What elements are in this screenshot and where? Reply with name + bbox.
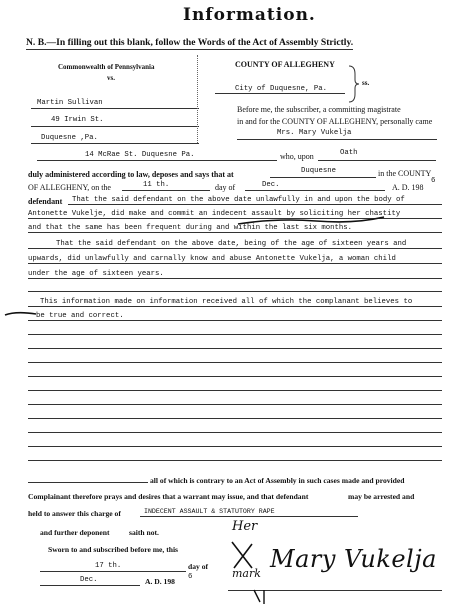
complainant-prays-text: Complainant therefore prays and desires that a warrant may issue, and that defendant <box>28 492 309 501</box>
form-title: Information. <box>183 5 316 25</box>
ad-text: A. D. 198 <box>392 183 424 192</box>
offense-day-line <box>122 190 210 191</box>
offense-day: 11 th. <box>143 181 170 189</box>
sworn-day-of-text: day of <box>188 562 209 571</box>
complainant-name: Mrs. Mary Vukelja <box>277 129 352 137</box>
narrative-rule-3 <box>28 232 442 233</box>
narrative-line-6: under the age of sixteen years. <box>28 270 164 278</box>
complainant-line <box>237 139 437 140</box>
note-underline <box>26 49 353 50</box>
narrative-rule-6 <box>28 278 442 279</box>
contrary-text: all of which is contrary to an Act of Assembly in such cases made and provided <box>150 476 405 485</box>
narrative-line-1: That the said defendant on the above date unlawfully in and upon the body of <box>72 196 405 204</box>
saith-not-text: saith not. <box>129 528 159 537</box>
defendant-name-line <box>31 108 199 109</box>
city-line <box>215 93 345 94</box>
blank-rule-11 <box>28 460 442 461</box>
narrative-line-5: upwards, did unlawfully and carnally know and abuse Antonette Vukelja, a woman child <box>28 255 396 263</box>
margin-arrow-mark <box>4 309 38 319</box>
blank-rule-6 <box>28 390 442 391</box>
narrative-rule-4 <box>28 248 442 249</box>
sworn-day-line <box>40 571 186 572</box>
defendant-address-line-2 <box>31 143 199 144</box>
signature: Mary Vukelja <box>270 545 437 573</box>
oath-line <box>318 160 436 161</box>
narrative-line-8: be true and correct. <box>36 312 124 320</box>
caption-bracket <box>347 64 361 104</box>
blank-rule-7 <box>28 404 442 405</box>
oath-text: Oath <box>340 149 358 157</box>
caption-divider <box>197 55 198 143</box>
in-the-county-text: in the COUNTY <box>378 169 432 178</box>
county-header: COUNTY OF ALLEGHENY <box>235 60 335 69</box>
defendant-label: defendant <box>28 197 63 206</box>
charge-line <box>140 516 358 517</box>
ss-label: ss. <box>362 79 370 87</box>
defendant-address-2: Duquesne ,Pa. <box>41 134 98 142</box>
defendant-address-1: 49 Irwin St. <box>51 116 104 124</box>
sworn-month-line <box>40 585 140 586</box>
may-be-arrested-text: may be arrested and <box>348 492 415 501</box>
city-name: City of Duquesne, Pa. <box>235 85 327 93</box>
of-allegheny-text: OF ALLEGHENY, on the <box>28 183 111 192</box>
day-of-text: day of <box>215 183 236 192</box>
place-line <box>270 177 376 178</box>
instruction-note: N. B.—In filling out this blank, follow the Words of the Act of Assembly Strictly. <box>26 37 354 48</box>
charge-text: INDECENT ASSAULT & STATUTORY RAPE <box>144 508 275 515</box>
her-mark-text: Her <box>232 519 258 534</box>
sworn-year: 6 <box>188 573 193 581</box>
blank-rule-8 <box>28 418 442 419</box>
narrative-line-3: and that the same has been frequent during and within the last six months. <box>28 224 353 232</box>
contrary-lead-line <box>28 482 148 483</box>
narrative-rule-8 <box>28 320 442 321</box>
defendant-name: Martin Sullivan <box>37 99 103 107</box>
sworn-ad-text: A. D. 198 <box>145 577 175 586</box>
duly-administered-text: duly administered according to law, deposes and says that at <box>28 170 234 179</box>
narrative-line-7: This information made on information received all of which the complanant believes to <box>40 298 413 306</box>
blank-rule-2 <box>28 334 442 335</box>
sworn-text: Sworn to and subscribed before me, this <box>48 545 179 554</box>
narrative-rule-7 <box>28 306 442 307</box>
before-me-text: Before me, the subscriber, a committing magistrate <box>237 105 401 114</box>
complainant-address: 14 McRae St. Duquesne Pa. <box>85 151 195 159</box>
blank-rule-1 <box>28 291 442 292</box>
who-upon-text: who, upon <box>280 152 314 161</box>
blank-rule-10 <box>28 446 442 447</box>
narrative-line-4: That the said defendant on the above date, being of the age of sixteen years and <box>56 240 407 248</box>
in-and-for-text: in and for the COUNTY OF ALLEGHENY, personally came <box>237 117 433 126</box>
mark-label: mark <box>232 567 261 580</box>
offense-month: Dec. <box>262 181 280 189</box>
blank-rule-5 <box>28 376 442 377</box>
narrative-line-2: Antonette Vukelje, did make and commit an indecent assault by soliciting her chastity <box>28 210 401 218</box>
blank-rule-9 <box>28 432 442 433</box>
held-to-answer-text: held to answer this charge of <box>28 509 121 518</box>
commonwealth-label: Commonwealth of Pennsylvania <box>58 63 155 71</box>
witness-scribble <box>250 588 274 605</box>
blank-rule-4 <box>28 362 442 363</box>
sworn-month: Dec. <box>80 576 98 584</box>
further-deponent-text: and further deponent <box>40 528 110 537</box>
vs-label: vs. <box>107 74 115 82</box>
offense-year-suffix: 6 <box>431 177 436 185</box>
offense-month-line <box>245 190 385 191</box>
defendant-address-line-1 <box>31 126 199 127</box>
narrative-rule-5 <box>28 263 442 264</box>
sworn-day: 17 th. <box>95 562 122 570</box>
place-name: Duquesne <box>301 167 337 175</box>
blank-rule-3 <box>28 348 442 349</box>
complainant-address-line <box>37 160 277 161</box>
narrative-rule-1 <box>68 204 442 205</box>
